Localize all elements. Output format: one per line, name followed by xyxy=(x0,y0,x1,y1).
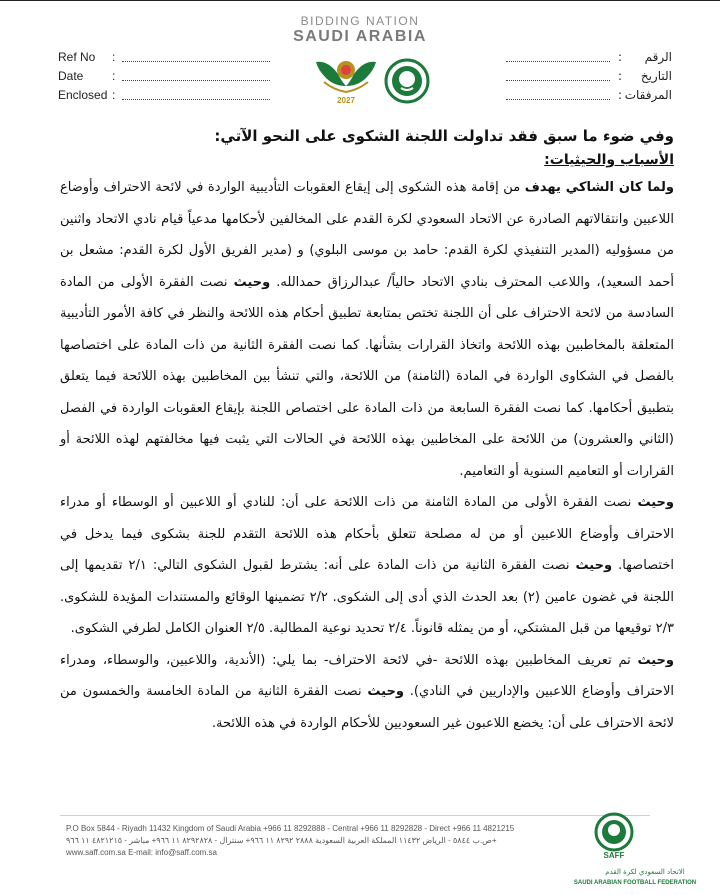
footer-address-ar: ص.ب ٥٨٤٤ - الرياض ١١٤٣٢ المملكة العربية السعودية ٢٨٨٨ ٨٢٩٢ ١١ ٩٦٦+ سنترال - ٨٢٩٢٨٢٨ ١١ ٩٦٦+ مباشر - ٤٨٢١٢١٥ ١١ ٩٦٦+ xyxy=(66,836,497,845)
federation-name-ar: الاتحاد السعودي لكرة القدم xyxy=(605,868,685,876)
enclosed-label: Enclosed xyxy=(58,88,108,102)
date-field-ar xyxy=(506,80,610,81)
enclosed-field xyxy=(122,99,270,100)
intro-line: وفي ضوء ما سبق فقد تداولت اللجنة الشكوى على النحو الآتي: xyxy=(214,127,674,145)
footer-address-en: P.O Box 5844 - Riyadh 11432 Kingdom of Saudi Arabia +966 11 8292888 - Central +966 11 8292828 - Direct +966 11 4821215 xyxy=(66,824,515,833)
keyword: وحيث xyxy=(637,495,674,510)
meta-row-ref: Ref No : xyxy=(58,50,228,69)
bidding-nation-text: BIDDING NATION xyxy=(300,14,420,28)
enclosed-label-ar: المرفقات xyxy=(624,88,672,102)
paragraph-1: ولما كان الشاكي يهدف من إقامة هذه الشكوى إلى إيقاع العقوبات التأديبية الواردة في لائحة الاحتراف وأوضاع اللاعبين وانتقالاتهم الصادرة عن الاتحاد السعودي لكرة القدم على المخالفين لأحكامها مدعياً قيام نادي الاتحاد واثنين من مسؤوليه (المدير التنفيذي لكرة القدم: حامد بن موسى البلوي) و (مدير الفريق الأول لكرة القدم: مشعل بن أحمد السعيد)، واللاعب المحترف بنادي الاتحاد حالياً/ عبدالرزاق حمدالله. وحيث نصت الفقرة الأولى من المادة السادسة من لائحة الاحتراف على أن اللجنة تختص بمتابعة تطبيق أحكام هذه اللائحة والنظر في كافة الأمور التأديبية المتعلقة بالمخاطبين بهذه اللائحة واتخاذ القرارات بشأنها. كما نصت الفقرة الثانية من ذات المادة على اختصاصها بالفصل في الشكاوى الواردة في المادة (الثامنة) من اللائحة، والتي تنشأ بين المخاطبين بهذه اللائحة فيما يتعلق بتطبيق أحكامها. كما نصت الفقرة السابعة من ذات المادة على اختصاص اللجنة بإيقاع العقوبات الواردة في الفصل (الثاني والعشرون) من اللائحة على المخاطبين بهذه اللائحة في الحالات التي يثبت فيها مخالفتهم لهذه اللائحة أو القرارات أو التعاميم السنوية أو التعاميم. xyxy=(60,180,674,479)
footer-divider xyxy=(60,815,650,816)
bid-year: 2027 xyxy=(337,96,355,105)
paragraph-2: وحيث نصت الفقرة الأولى من المادة الثامنة من ذات اللائحة على أن: للنادي أو اللاعبين أو الوسطاء أو مدراء الاحتراف وأوضاع اللاعبين أو من له مصلحة تتعلق بأحكام هذه اللائحة التقدم للجنة بشكوى فيما يدخل في اختصاصها. وحيث نصت الفقرة الثانية من ذات المادة على أنه: يشترط لقبول الشكوى التالي: ٢/١ تقديمها إلى اللجنة في غضون عامين (٢) بعد الحدث الذي أدى إلى الشكوى. ٢/٢ تضمينها الوقائع والمستندات المؤيدة للشكوى. ٢/٣ توقيعها من قبل المشتكي، أو من يمثله قانوناً. ٢/٤ تحديد نوعية المطالبة. ٢/٥ العنوان الكامل لطرفي الشكوى. xyxy=(60,495,674,636)
keyword: وحيث xyxy=(367,684,404,699)
ref-field xyxy=(122,61,270,62)
document-body xyxy=(60,124,674,739)
meta-row-enclosed: Enclosed : xyxy=(58,88,228,107)
meta-row-ar-enclosed: المرفقات: xyxy=(502,88,672,107)
bid-logo xyxy=(308,52,384,112)
saff-footer-logo-icon xyxy=(594,812,634,860)
ref-label: Ref No xyxy=(58,50,96,64)
meta-english xyxy=(58,50,228,107)
section-heading: الأسباب والحيثيات: xyxy=(544,152,674,168)
keyword: ولما كان الشاكي يهدف xyxy=(524,180,674,195)
date-label: Date xyxy=(58,69,84,83)
enclosed-field-ar xyxy=(506,99,610,100)
footer-contact xyxy=(66,823,586,859)
meta-row-ar-ref: الرقم: xyxy=(502,50,672,69)
meta-row-date: Date : xyxy=(58,69,228,88)
date-label-ar: التاريخ xyxy=(640,69,672,83)
footer-web: www.saff.com.sa E-mail: info@saff.com.sa xyxy=(66,848,217,857)
keyword: وحيث xyxy=(575,558,613,573)
meta-arabic xyxy=(502,50,672,107)
paragraph-3: وحيث تم تعريف المخاطبين بهذه اللائحة -في لائحة الاحتراف- بما يلي: (الأندية، واللاعبين، والوسطاء، ومدراء الاحتراف وأوضاع اللاعبين والإداريين في النادي). وحيث نصت الفقرة الثانية من المادة الخامسة والخمسون من لائحة الاحتراف على أن: يخضع اللاعبون غير السعوديين للأحكام الواردة في هذه اللائحة. xyxy=(60,652,674,731)
date-field xyxy=(122,80,270,81)
meta-row-ar-date: التاريخ: xyxy=(502,69,672,88)
top-border xyxy=(0,0,720,1)
saudi-arabia-text: SAUDI ARABIA xyxy=(293,28,427,45)
saff-badge-icon xyxy=(384,58,430,104)
saff-badge-text: SAFF xyxy=(603,851,625,860)
federation-name-en: SAUDI ARABIAN FOOTBALL FEDERATION xyxy=(573,880,697,886)
ref-field-ar xyxy=(506,61,610,62)
ref-label-ar: الرقم xyxy=(644,50,672,64)
keyword: وحيث xyxy=(637,652,674,668)
keyword: وحيث xyxy=(233,274,271,290)
